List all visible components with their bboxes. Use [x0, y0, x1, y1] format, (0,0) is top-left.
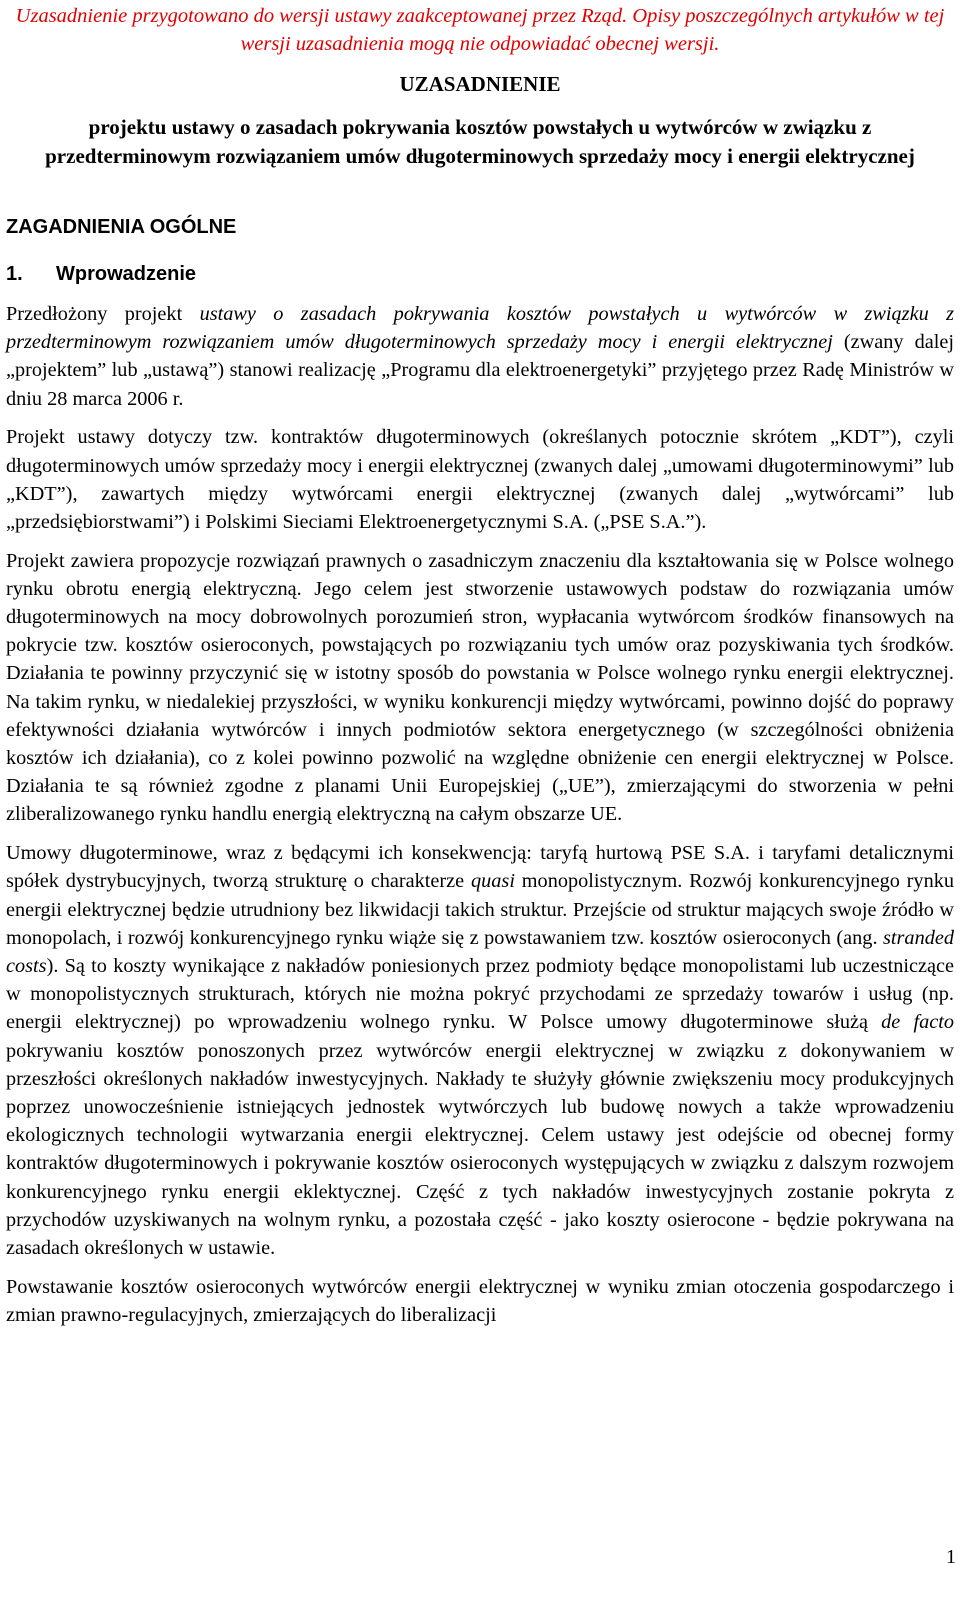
version-notice: Uzasadnienie przygotowano do wersji ustawy zaakceptowanej przez Rząd. Opisy poszczególnych artykułów w tej wersji uzasadnienia mogą nie odpowiadać obecnej wersji. — [15, 5, 945, 55]
paragraph-1 — [6, 300, 954, 413]
paragraph-4-text-e: ). Są to koszty wynikające z nakładów poniesionych przez podmioty będące monopolistami lub uczestniczące w monopolistycznych strukturach, których nie można pokryć przychodami ze sprzedaży towarów i usług (np. energii elektrycznej) po wprowadzeniu wolnego rynku. W Polsce umowy długoterminowe służą — [6, 954, 954, 1034]
section-title: ZAGADNIENIA OGÓLNE — [6, 216, 237, 238]
chapter-heading — [6, 260, 196, 288]
body-text — [6, 300, 954, 1340]
paragraph-4-text-a: Umowy długoterminowe, wraz z będącymi ich konsekwencją: taryfą hurtową PSE S.A. i taryfami detalicznymi spółek dystrybucyjnych, tworzą strukturę o charakterze — [6, 842, 954, 893]
paragraph-1-text-a: Przedłożony projekt — [6, 303, 200, 325]
heading-text: Wprowadzenie — [56, 263, 197, 285]
page-number: 1 — [946, 1546, 956, 1568]
paragraph-4-italic-quasi: quasi — [471, 870, 515, 893]
paragraph-1-italic-title: ustawy o zasadach pokrywania kosztów powstałych u wytwórców w związku z przedterminowym rozwiązaniem umów długoterminowych sprzedaży mocy i energii elektrycznej — [6, 303, 954, 354]
paragraph-3: Projekt zawiera propozycje rozwiązań prawnych o zasadniczym znaczeniu dla kształtowania się w Polsce wolnego rynku obrotu energią elektryczną. Jego celem jest stworzenie ustawowych podstaw do rozwiązania umów długoterminowych na mocy dobrowolnych porozumień stron, wypłacania wytwórcom środków finansowych na pokrycie tzw. kosztów osieroconych, powstających po rozwiązaniu tych umów oraz pozyskiwania tych środków. Działania te powinny przyczynić się w istotny sposób do powstania w Polsce wolnego rynku energii elektrycznej. Na takim rynku, w niedalekiej przyszłości, w wyniku konkurencji między wytwórcami, powinno dojść do poprawy efektywności działania wytwórców i innych podmiotów sektora energetycznego (w szczególności obniżenia kosztów ich działania), co z kolei powinno pozwolić na względne obniżenie cen energii elektrycznej w Polsce. Działania te są również zgodne z planami Unii Europejskiej („UE”), zmierzającymi do stworzenia w pełni zliberalizowanego rynku handlu energią elektryczną na całym obszarze UE. — [6, 549, 954, 826]
document-title: UZASADNIENIE — [399, 72, 561, 96]
paragraph-4-text-c: monopolistycznym. Rozwój konkurencyjnego rynku energii elektrycznej będzie utrudniony bez likwidacji takich struktur. Przejście od struktur mających swoje źródło w monopolach, i rozwój konkurencyjnego rynku wiąże się z powstawaniem tzw. kosztów osieroconych (ang. — [6, 870, 954, 949]
document-subtitle: projektu ustawy o zasadach pokrywania kosztów powstałych u wytwórców w związku z przedterminowym rozwiązaniem umów długoterminowych sprzedaży mocy i energii elektrycznej — [45, 115, 915, 168]
paragraph-2: Projekt ustawy dotyczy tzw. kontraktów długoterminowych (określanych potocznie skrótem „KDT”), czyli długoterminowych umów sprzedaży mocy i energii elektrycznej (zwanych dalej „umowami długoterminowymi” lub „KDT”), zawartych między wytwórcami energii elektrycznej (zwanych dalej „wytwórcami” lub „przedsiębiorstwami”) i Polskimi Sieciami Elektroenergetycznymi S.A. („PSE S.A.”). — [6, 426, 954, 533]
paragraph-1-text-c: (zwany dalej „projektem” lub „ustawą”) stanowi realizację „Programu dla elektroenergetyki” przyjętego przez Radę Ministrów w dniu 28 marca 2006 r. — [6, 331, 954, 410]
paragraph-4 — [6, 839, 954, 1262]
paragraph-4-italic-stranded-costs: stranded costs — [6, 926, 954, 977]
heading-number: 1. — [6, 263, 23, 285]
paragraph-4-text-g: pokrywaniu kosztów ponoszonych przez wytwórców energii elektrycznej w związku z dokonywaniem w przeszłości określonych nakładów inwestycyjnych. Nakłady te służyły głównie zwiększeniu mocy produkcyjnych poprzez unowocześnienie istniejących jednostek wytwórczych lub budowę nowych a także wprowadzeniu ekologicznych technologii wytwarzania energii elektrycznej. Celem ustawy jest odejście od obecnej formy kontraktów długoterminowych i pokrywanie kosztów osieroconych występujących w związku z dalszym rozwojem konkurencyjnego rynku energii eklektycznej. Część z tych nakładów inwestycyjnych zostanie pokryta z przychodów uzyskiwanych na wolnym rynku, a pozostała część - jako koszty osierocone - będzie pokrywana na zasadach określonych w ustawie. — [6, 1039, 954, 1259]
paragraph-5: Powstawanie kosztów osieroconych wytwórców energii elektrycznej w wyniku zmian otoczenia gospodarczego i zmian prawno-regulacyjnych, zmierzających do liberalizacji — [6, 1275, 954, 1326]
paragraph-4-italic-de-facto: de facto — [881, 1011, 955, 1034]
